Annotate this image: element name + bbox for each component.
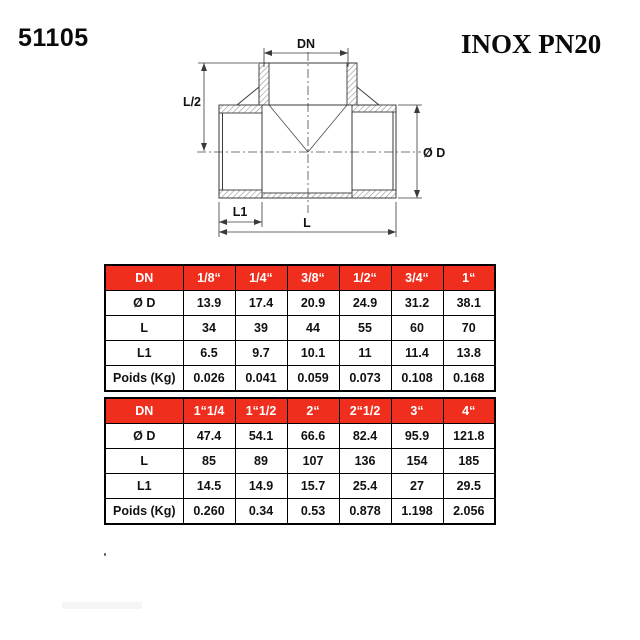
label-l1: L1 [232, 205, 248, 219]
cell: 0.878 [339, 499, 391, 525]
tee-fitting-section-drawing [170, 25, 460, 240]
row-label: Poids (Kg) [105, 366, 183, 392]
header-cell: 3/8“ [287, 265, 339, 291]
row-label: L [105, 316, 183, 341]
cell: 14.5 [183, 474, 235, 499]
cell: 47.4 [183, 424, 235, 449]
label-diameter: Ø D [423, 146, 446, 160]
cell: 2.056 [443, 499, 495, 525]
table-header-row [105, 398, 495, 424]
header-cell: 2“1/2 [339, 398, 391, 424]
dimension-lines [198, 48, 422, 237]
cell: 27 [391, 474, 443, 499]
table-row [105, 366, 495, 392]
table-row [105, 424, 495, 449]
table-row [105, 291, 495, 316]
cell: 39 [235, 316, 287, 341]
cell: 13.8 [443, 341, 495, 366]
cell: 29.5 [443, 474, 495, 499]
table-row [105, 499, 495, 525]
cell: 0.108 [391, 366, 443, 392]
cell: 17.4 [235, 291, 287, 316]
cell: 82.4 [339, 424, 391, 449]
row-label: L1 [105, 341, 183, 366]
cell: 95.9 [391, 424, 443, 449]
dimensions-table-small-sizes [104, 264, 496, 392]
cell: 11 [339, 341, 391, 366]
row-label: Poids (Kg) [105, 499, 183, 525]
cell: 89 [235, 449, 287, 474]
cell: 121.8 [443, 424, 495, 449]
cell: 0.34 [235, 499, 287, 525]
cell: 136 [339, 449, 391, 474]
cell: 66.6 [287, 424, 339, 449]
table-row [105, 341, 495, 366]
cell: 9.7 [235, 341, 287, 366]
row-label: L1 [105, 474, 183, 499]
label-dn: DN [296, 37, 316, 51]
cell: 31.2 [391, 291, 443, 316]
header-cell: DN [105, 398, 183, 424]
centerlines [197, 52, 421, 213]
cell: 0.059 [287, 366, 339, 392]
cell: 25.4 [339, 474, 391, 499]
header-cell: 1“ [443, 265, 495, 291]
cell: 15.7 [287, 474, 339, 499]
cell: 20.9 [287, 291, 339, 316]
cell: 70 [443, 316, 495, 341]
cell: 54.1 [235, 424, 287, 449]
cell: 0.260 [183, 499, 235, 525]
cell: 107 [287, 449, 339, 474]
cell: 1.198 [391, 499, 443, 525]
row-label: L [105, 449, 183, 474]
technical-drawing [170, 25, 460, 240]
scan-artifact-dot [104, 553, 106, 556]
header-cell: 2“ [287, 398, 339, 424]
cell: 10.1 [287, 341, 339, 366]
cell: 185 [443, 449, 495, 474]
table-row [105, 474, 495, 499]
dimensions-table-large-sizes [104, 397, 496, 525]
label-l: L [303, 216, 311, 230]
cell: 85 [183, 449, 235, 474]
header-cell: 1“1/2 [235, 398, 287, 424]
header-cell: 1“1/4 [183, 398, 235, 424]
label-l2: L/2 [182, 95, 201, 109]
table-header-row [105, 265, 495, 291]
cell: 44 [287, 316, 339, 341]
header-cell: DN [105, 265, 183, 291]
cell: 14.9 [235, 474, 287, 499]
cell: 24.9 [339, 291, 391, 316]
cell: 13.9 [183, 291, 235, 316]
material-pressure-rating: INOX PN20 [461, 29, 602, 59]
cell: 0.073 [339, 366, 391, 392]
cell: 55 [339, 316, 391, 341]
cell: 38.1 [443, 291, 495, 316]
table-row [105, 449, 495, 474]
cell: 154 [391, 449, 443, 474]
header-cell: 3“ [391, 398, 443, 424]
header-cell: 1/8“ [183, 265, 235, 291]
cell: 0.53 [287, 499, 339, 525]
cell: 0.041 [235, 366, 287, 392]
cell: 6.5 [183, 341, 235, 366]
scan-artifact-smudge [62, 602, 142, 609]
cell: 11.4 [391, 341, 443, 366]
row-label: Ø D [105, 424, 183, 449]
table-row [105, 316, 495, 341]
header-cell: 3/4“ [391, 265, 443, 291]
cell: 60 [391, 316, 443, 341]
product-code: 51105 [18, 24, 89, 52]
header-cell: 4“ [443, 398, 495, 424]
cell: 0.026 [183, 366, 235, 392]
cell: 0.168 [443, 366, 495, 392]
fitting-outline [219, 63, 396, 198]
header-cell: 1/4“ [235, 265, 287, 291]
cell: 34 [183, 316, 235, 341]
section-hatching [219, 63, 396, 198]
row-label: Ø D [105, 291, 183, 316]
header-cell: 1/2“ [339, 265, 391, 291]
